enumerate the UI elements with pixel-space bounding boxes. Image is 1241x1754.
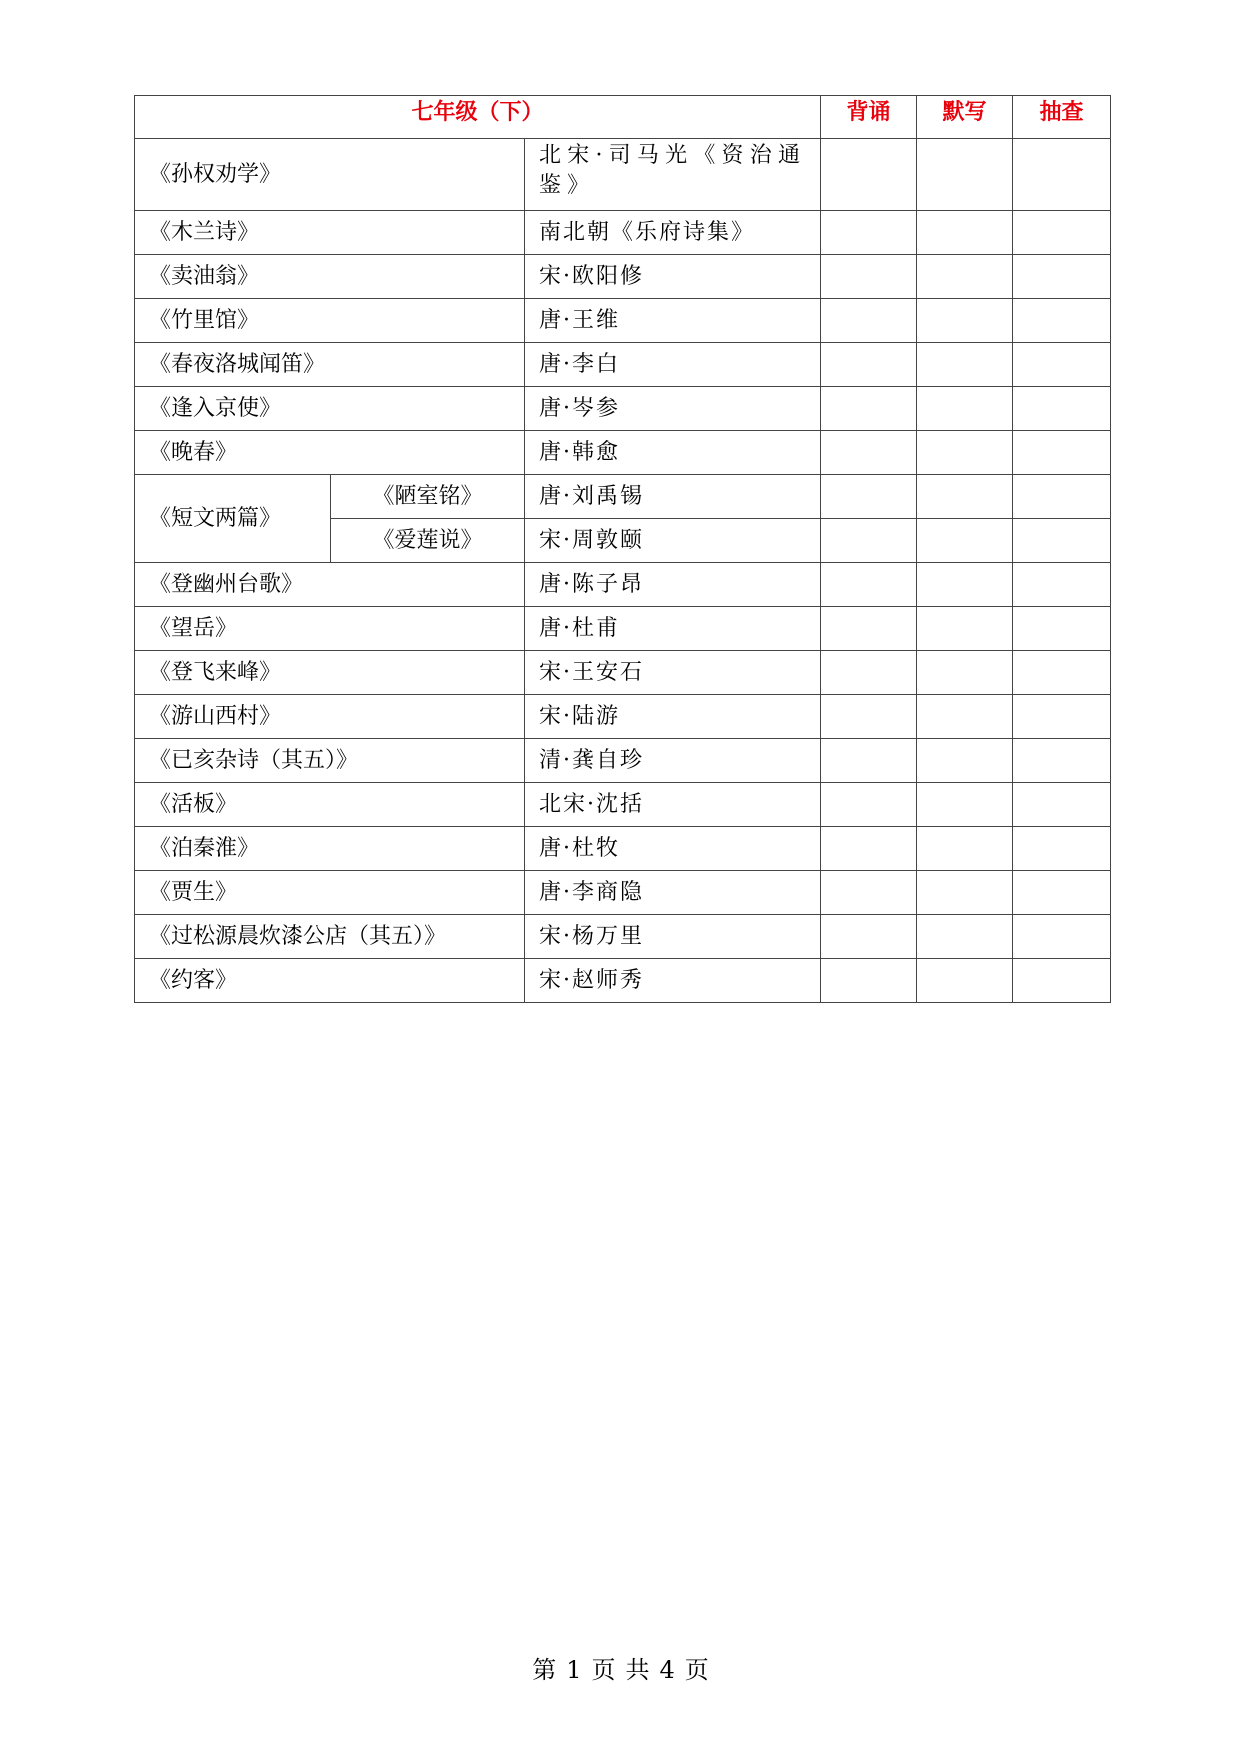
poem-author: 宋·赵师秀 (525, 959, 821, 1003)
table-row (135, 915, 1111, 959)
recite-cell[interactable] (821, 255, 917, 299)
poem-title: 《逢入京使》 (135, 387, 525, 431)
poem-author: 宋·杨万里 (525, 915, 821, 959)
spot-check-cell[interactable] (1013, 475, 1111, 519)
dictation-cell[interactable] (917, 607, 1013, 651)
spot-check-cell[interactable] (1013, 387, 1111, 431)
dictation-cell[interactable] (917, 139, 1013, 211)
spot-check-cell[interactable] (1013, 915, 1111, 959)
poem-title: 《过松源晨炊漆公店（其五）》 (135, 915, 525, 959)
spot-check-cell[interactable] (1013, 299, 1111, 343)
spot-check-cell[interactable] (1013, 139, 1111, 211)
poem-author: 清·龚自珍 (525, 739, 821, 783)
footer-total-unit: 页 (684, 1656, 709, 1684)
spot-check-cell[interactable] (1013, 739, 1111, 783)
poem-author: 唐·韩愈 (525, 431, 821, 475)
poem-author: 宋·王安石 (525, 651, 821, 695)
recite-cell[interactable] (821, 299, 917, 343)
table-row (135, 959, 1111, 1003)
recite-header: 背诵 (821, 96, 917, 139)
table-row (135, 783, 1111, 827)
table-row (135, 827, 1111, 871)
poem-title: 《已亥杂诗（其五）》 (135, 739, 525, 783)
recite-cell[interactable] (821, 959, 917, 1003)
poem-title: 《孙权劝学》 (135, 139, 525, 211)
dictation-cell[interactable] (917, 959, 1013, 1003)
spot-check-cell[interactable] (1013, 211, 1111, 255)
poem-author: 南北朝《乐府诗集》 (525, 211, 821, 255)
poem-title: 《木兰诗》 (135, 211, 525, 255)
dictation-cell[interactable] (917, 299, 1013, 343)
poem-author: 北宋·沈括 (525, 783, 821, 827)
poem-title: 《贾生》 (135, 871, 525, 915)
dictation-cell[interactable] (917, 915, 1013, 959)
poem-title: 《望岳》 (135, 607, 525, 651)
poem-title: 《游山西村》 (135, 695, 525, 739)
poem-author: 唐·陈子昂 (525, 563, 821, 607)
recite-cell[interactable] (821, 343, 917, 387)
poem-author: 宋·陆游 (525, 695, 821, 739)
dictation-header: 默写 (917, 96, 1013, 139)
total-pages: 4 (659, 1656, 675, 1684)
table-row (135, 431, 1111, 475)
dictation-cell[interactable] (917, 255, 1013, 299)
footer-prefix: 第 (532, 1656, 557, 1684)
recite-cell[interactable] (821, 475, 917, 519)
table-row (135, 695, 1111, 739)
dictation-cell[interactable] (917, 783, 1013, 827)
spot-check-cell[interactable] (1013, 343, 1111, 387)
footer-page-unit: 页 (591, 1656, 616, 1684)
table-row (135, 255, 1111, 299)
dictation-cell[interactable] (917, 827, 1013, 871)
dictation-cell[interactable] (917, 431, 1013, 475)
dictation-cell[interactable] (917, 387, 1013, 431)
poem-title: 《登飞来峰》 (135, 651, 525, 695)
poem-author: 北宋·司马光《资治通鉴》 (525, 139, 821, 211)
spot-check-cell[interactable] (1013, 783, 1111, 827)
table-row (135, 651, 1111, 695)
table-row (135, 343, 1111, 387)
recite-cell[interactable] (821, 651, 917, 695)
table-row (135, 563, 1111, 607)
spot-check-cell[interactable] (1013, 255, 1111, 299)
poem-subtitle: 《爱莲说》 (331, 519, 525, 563)
spot-check-cell[interactable] (1013, 959, 1111, 1003)
dictation-cell[interactable] (917, 563, 1013, 607)
recite-cell[interactable] (821, 139, 917, 211)
poem-author: 唐·岑参 (525, 387, 821, 431)
poem-title: 《泊秦淮》 (135, 827, 525, 871)
footer-total-prefix: 共 (625, 1656, 650, 1684)
table-row (135, 475, 1111, 519)
recite-cell[interactable] (821, 387, 917, 431)
spot-check-cell[interactable] (1013, 563, 1111, 607)
poem-group-title: 《短文两篇》 (135, 475, 331, 563)
dictation-cell[interactable] (917, 475, 1013, 519)
dictation-cell[interactable] (917, 739, 1013, 783)
poem-checklist-table (134, 95, 1111, 1003)
spot-check-cell[interactable] (1013, 607, 1111, 651)
poem-subtitle: 《陋室铭》 (331, 475, 525, 519)
poem-title: 《约客》 (135, 959, 525, 1003)
spot-check-cell[interactable] (1013, 695, 1111, 739)
poem-title: 《活板》 (135, 783, 525, 827)
poem-author: 唐·李商隐 (525, 871, 821, 915)
table-row (135, 299, 1111, 343)
poem-author: 唐·李白 (525, 343, 821, 387)
recite-cell[interactable] (821, 915, 917, 959)
dictation-cell[interactable] (917, 343, 1013, 387)
dictation-cell[interactable] (917, 211, 1013, 255)
page-footer (0, 1650, 1241, 1685)
dictation-cell[interactable] (917, 695, 1013, 739)
poem-title: 《春夜洛城闻笛》 (135, 343, 525, 387)
recite-cell[interactable] (821, 607, 917, 651)
spot-check-cell[interactable] (1013, 651, 1111, 695)
table-row (135, 871, 1111, 915)
grade-header: 七年级（下） (135, 96, 821, 139)
spot-check-cell[interactable] (1013, 431, 1111, 475)
poem-title: 《卖油翁》 (135, 255, 525, 299)
recite-cell[interactable] (821, 563, 917, 607)
poem-title: 《竹里馆》 (135, 299, 525, 343)
poem-author: 宋·欧阳修 (525, 255, 821, 299)
poem-title: 《晚春》 (135, 431, 525, 475)
dictation-cell[interactable] (917, 651, 1013, 695)
spot-check-header: 抽查 (1013, 96, 1111, 139)
table-row (135, 607, 1111, 651)
spot-check-cell[interactable] (1013, 827, 1111, 871)
poem-author: 唐·王维 (525, 299, 821, 343)
recite-cell[interactable] (821, 519, 917, 563)
recite-cell[interactable] (821, 739, 917, 783)
page-number: 1 (566, 1656, 582, 1684)
recite-cell[interactable] (821, 783, 917, 827)
poem-author: 唐·杜牧 (525, 827, 821, 871)
poem-title: 《登幽州台歌》 (135, 563, 525, 607)
table-header-row (135, 96, 1111, 139)
poem-author: 宋·周敦颐 (525, 519, 821, 563)
poem-author: 唐·杜甫 (525, 607, 821, 651)
dictation-cell[interactable] (917, 519, 1013, 563)
table-row (135, 739, 1111, 783)
recite-cell[interactable] (821, 211, 917, 255)
dictation-cell[interactable] (917, 871, 1013, 915)
recite-cell[interactable] (821, 827, 917, 871)
spot-check-cell[interactable] (1013, 871, 1111, 915)
recite-cell[interactable] (821, 431, 917, 475)
table-row (135, 211, 1111, 255)
spot-check-cell[interactable] (1013, 519, 1111, 563)
recite-cell[interactable] (821, 695, 917, 739)
table-row (135, 139, 1111, 211)
poem-author: 唐·刘禹锡 (525, 475, 821, 519)
recite-cell[interactable] (821, 871, 917, 915)
table-row (135, 387, 1111, 431)
